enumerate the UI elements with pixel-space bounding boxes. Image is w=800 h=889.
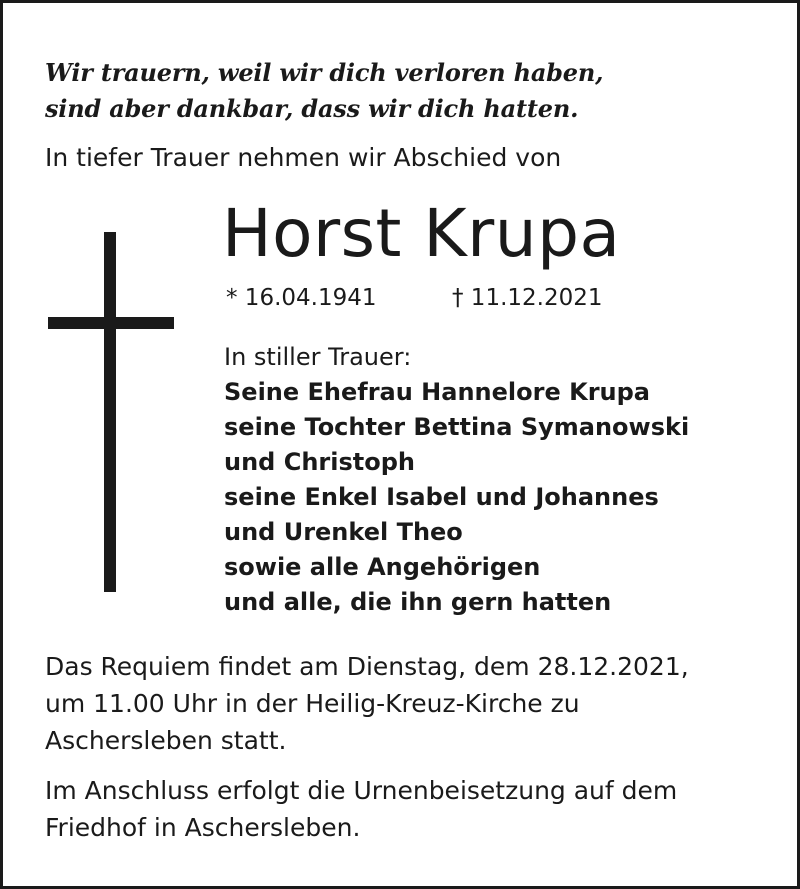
mourner-line: seine Tochter Bettina Symanowski xyxy=(224,413,690,441)
requiem-notice xyxy=(45,648,689,759)
memorial-quote xyxy=(45,55,603,127)
requiem-line: um 11.00 Uhr in der Heilig-Kreuz-Kirche zu xyxy=(45,689,580,718)
burial-line: Im Anschluss erfolgt die Urnenbeisetzung auf dem xyxy=(45,776,678,805)
quote-line-1: Wir trauern, weil wir dich verloren haben, xyxy=(45,58,604,87)
death-date: † 11.12.2021 xyxy=(452,285,603,311)
burial-line: Friedhof in Aschersleben. xyxy=(45,813,361,842)
deceased-name: Horst Krupa xyxy=(222,195,621,272)
intro-text: In tiefer Trauer nehmen wir Abschied von xyxy=(45,143,562,172)
requiem-line: Aschersleben statt. xyxy=(45,726,287,755)
life-dates xyxy=(226,281,603,315)
mourner-line: seine Enkel Isabel und Johannes xyxy=(224,483,659,511)
mourner-line: und alle, die ihn gern hatten xyxy=(224,588,612,616)
mourner-line: und Christoph xyxy=(224,448,415,476)
mourners-label: In stiller Trauer: xyxy=(224,343,412,371)
cross-vertical-bar xyxy=(104,232,116,592)
cross-horizontal-bar xyxy=(48,317,174,329)
mourner-line: und Urenkel Theo xyxy=(224,518,463,546)
mourners-list xyxy=(224,340,689,620)
requiem-line: Das Requiem findet am Dienstag, dem 28.12.2021, xyxy=(45,652,689,681)
quote-line-2: sind aber dankbar, dass wir dich hatten. xyxy=(45,94,579,123)
burial-notice xyxy=(45,772,677,846)
mourner-line: Seine Ehefrau Hannelore Krupa xyxy=(224,378,650,406)
birth-date: * 16.04.1941 xyxy=(226,285,377,311)
cross-icon xyxy=(48,232,174,594)
mourner-line: sowie alle Angehörigen xyxy=(224,553,541,581)
